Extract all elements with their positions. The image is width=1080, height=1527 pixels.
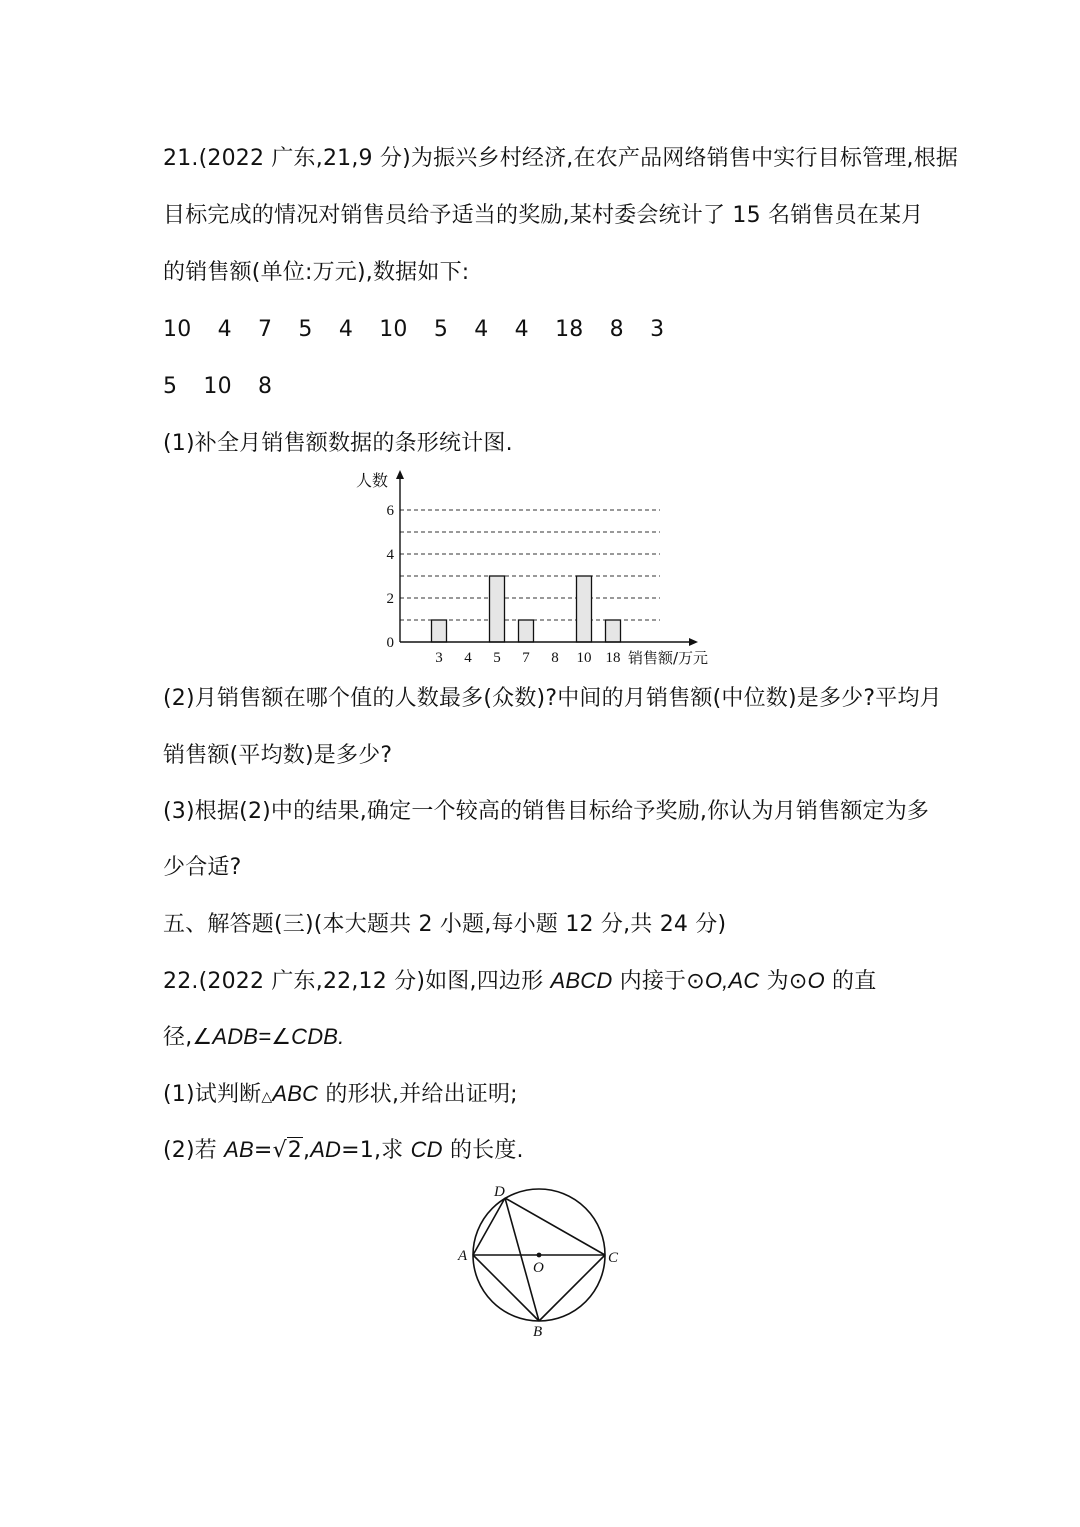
x-tick-label: 4 bbox=[464, 650, 472, 666]
y-axis-title: 人数 bbox=[356, 471, 389, 490]
data-value: 3 bbox=[650, 317, 665, 342]
bar bbox=[606, 620, 621, 642]
label-d: D bbox=[494, 1184, 505, 1200]
x-tick-label: 5 bbox=[493, 650, 501, 666]
data-value: 10 bbox=[203, 374, 232, 399]
y-tick-label: 4 bbox=[386, 547, 394, 563]
section-heading: 五、解答题(三)(本大题共 2 小题,每小题 12 分,共 24 分) bbox=[163, 912, 727, 937]
q21-line-2: 目标完成的情况对销售员给予适当的奖励,某村委会统计了 15 名销售员在某月 bbox=[163, 203, 924, 228]
segment-ad bbox=[473, 1198, 505, 1255]
x-tick-label: 3 bbox=[435, 650, 443, 666]
data-row-1 bbox=[163, 315, 683, 345]
q21-line-1: 21.(2022 广东,21,9 分)为振兴乡村经济,在农产品网络销售中实行目标管理,根据 bbox=[163, 146, 959, 171]
bar bbox=[490, 576, 505, 642]
y-tick-label: 2 bbox=[386, 591, 394, 607]
segment-bc bbox=[539, 1255, 605, 1321]
x-tick-label: 8 bbox=[551, 650, 559, 666]
x-tick-label: 10 bbox=[576, 650, 592, 666]
data-value: 10 bbox=[163, 317, 192, 342]
q21-part-1: (1)补全月销售额数据的条形统计图. bbox=[163, 431, 513, 456]
bar bbox=[577, 576, 592, 642]
x-axis-arrow bbox=[689, 638, 698, 646]
data-value: 18 bbox=[555, 317, 584, 342]
data-value: 4 bbox=[514, 317, 529, 342]
bar-chart bbox=[340, 465, 740, 675]
y-axis-arrow bbox=[396, 470, 404, 479]
data-value: 5 bbox=[298, 317, 313, 342]
q21-line-3: 的销售额(单位:万元),数据如下: bbox=[163, 260, 470, 285]
x-tick-label: 18 bbox=[605, 650, 621, 666]
q22-part-1: (1)试判断△ABC 的形状,并给出证明; bbox=[163, 1081, 518, 1107]
label-b: B bbox=[533, 1324, 543, 1340]
q21-part-3-line-2: 少合适? bbox=[163, 855, 242, 880]
circle-figure bbox=[450, 1180, 630, 1345]
segment-dc bbox=[505, 1198, 605, 1255]
q21-part-2-line-2: 销售额(平均数)是多少? bbox=[163, 743, 393, 768]
data-value: 4 bbox=[474, 317, 489, 342]
data-row-2 bbox=[163, 372, 291, 402]
q21-part-3-line-1: (3)根据(2)中的结果,确定一个较高的销售目标给予奖励,你认为月销售额定为多 bbox=[163, 799, 930, 824]
sqrt-2: √2 bbox=[272, 1138, 302, 1163]
data-value: 5 bbox=[433, 317, 449, 342]
data-value: 8 bbox=[258, 374, 273, 399]
bar bbox=[432, 620, 447, 642]
data-value: 8 bbox=[609, 317, 624, 342]
label-c: C bbox=[608, 1250, 619, 1266]
label-o: O bbox=[533, 1260, 544, 1276]
x-tick-label: 7 bbox=[522, 650, 530, 666]
data-value: 7 bbox=[258, 317, 273, 342]
y-tick-label: 6 bbox=[386, 503, 394, 519]
label-a: A bbox=[458, 1248, 468, 1264]
y-tick-label: 0 bbox=[386, 635, 394, 651]
q21-part-2-line-1: (2)月销售额在哪个值的人数最多(众数)?中间的月销售额(中位数)是多少?平均月 bbox=[163, 686, 942, 711]
q22-line-1: 22.(2022 广东,22,12 分)如图,四边形 ABCD 内接于⊙O,AC 为⊙O 的直 bbox=[163, 968, 877, 994]
data-value: 4 bbox=[338, 317, 354, 342]
x-axis-title: 销售额/万元 bbox=[628, 649, 709, 667]
q22-line-2: 径,∠ADB=∠CDB. bbox=[163, 1024, 345, 1050]
data-value: 4 bbox=[217, 317, 232, 342]
bar bbox=[519, 620, 534, 642]
q22-part-2: (2)若 AB=√2,AD=1,求 CD 的长度. bbox=[163, 1135, 524, 1166]
data-value: 10 bbox=[379, 317, 408, 342]
data-value: 5 bbox=[163, 374, 178, 399]
center-point bbox=[537, 1253, 542, 1258]
